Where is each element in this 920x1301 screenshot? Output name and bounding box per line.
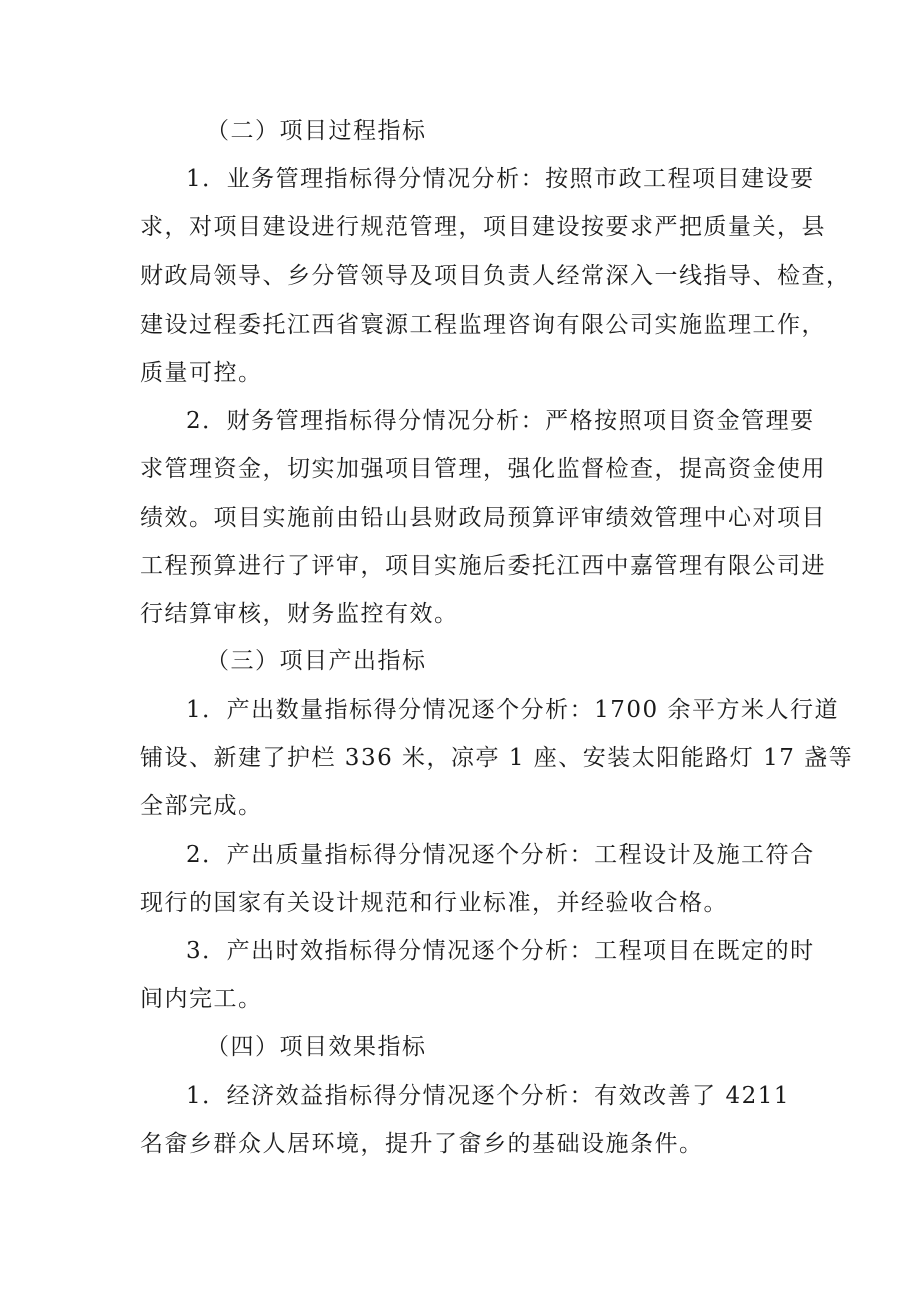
paragraph-line: 铺设、新建了护栏 336 米，凉亭 1 座、安装太阳能路灯 17 盏等 — [140, 745, 854, 771]
paragraph-line: 2．财务管理指标得分情况分析：严格按照项目资金管理要 — [186, 408, 815, 434]
section-heading-process: （二）项目过程指标 — [206, 118, 427, 144]
paragraph-line: 求管理资金，切实加强项目管理，强化监督检查，提高资金使用 — [140, 456, 826, 482]
paragraph-line: 1．产出数量指标得分情况逐个分析：1700 余平方米人行道 — [186, 697, 839, 723]
paragraph-line: 行结算审核，财务监控有效。 — [140, 601, 459, 627]
paragraph-line: 全部完成。 — [140, 793, 263, 819]
paragraph-line: 财政局领导、乡分管领导及项目负责人经常深入一线指导、检查， — [140, 263, 851, 289]
section-heading-effect: （四）项目效果指标 — [206, 1034, 427, 1060]
paragraph-line: 现行的国家有关设计规范和行业标准，并经验收合格。 — [140, 890, 728, 916]
section-heading-output: （三）项目产出指标 — [206, 648, 427, 674]
paragraph-line: 质量可控。 — [140, 360, 263, 386]
paragraph-line: 间内完工。 — [140, 986, 263, 1012]
paragraph-line: 求，对项目建设进行规范管理，项目建设按要求严把质量关，县 — [140, 214, 826, 240]
paragraph-line: 绩效。项目实施前由铅山县财政局预算评审绩效管理中心对项目 — [140, 505, 826, 531]
paragraph-line: 1．业务管理指标得分情况分析：按照市政工程项目建设要 — [186, 166, 815, 192]
paragraph-line: 1．经济效益指标得分情况逐个分析：有效改善了 4211 — [186, 1083, 790, 1109]
paragraph-line: 建设过程委托江西省寰源工程监理咨询有限公司实施监理工作， — [140, 312, 826, 338]
paragraph-line: 3．产出时效指标得分情况逐个分析：工程项目在既定的时 — [186, 938, 815, 964]
paragraph-line: 工程预算进行了评审，项目实施后委托江西中嘉管理有限公司进 — [140, 553, 826, 579]
paragraph-line: 名畲乡群众人居环境，提升了畲乡的基础设施条件。 — [140, 1131, 704, 1157]
paragraph-line: 2．产出质量指标得分情况逐个分析：工程设计及施工符合 — [186, 842, 815, 868]
